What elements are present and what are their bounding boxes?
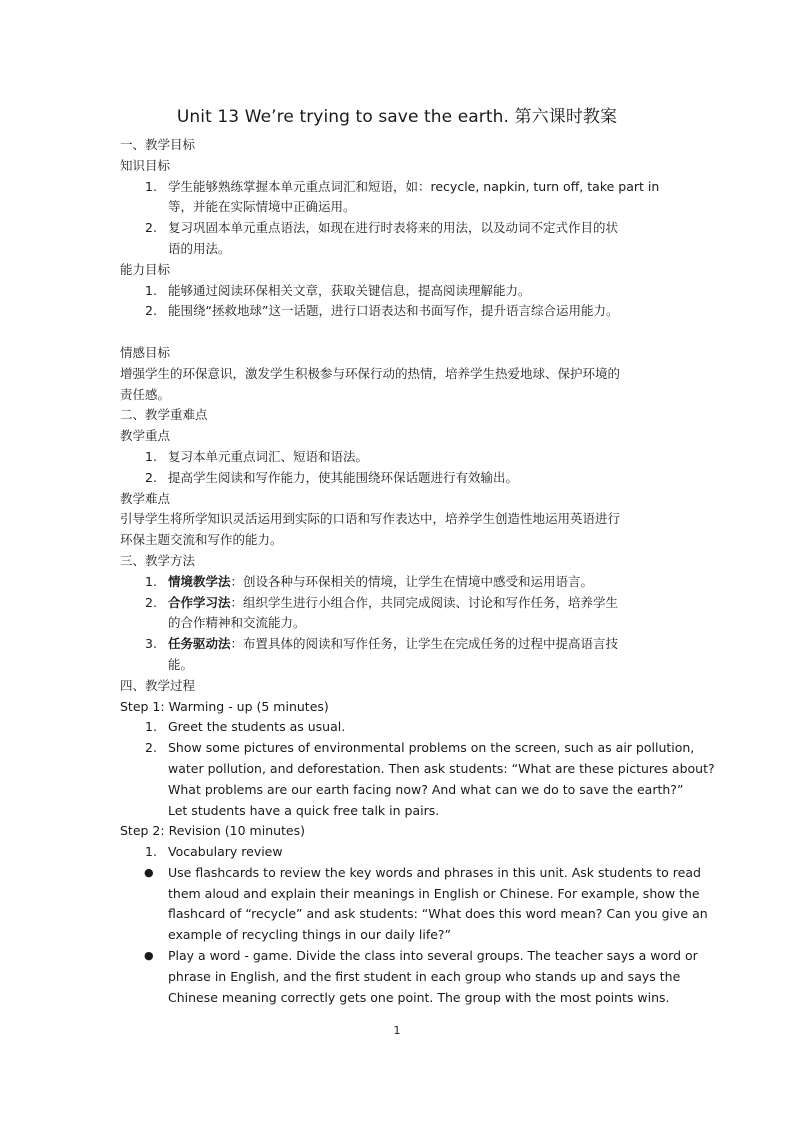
item-text: example of recycling things in our daily life?” [168,927,452,943]
subheading-knowledge: 知识目标 [120,157,171,173]
section-heading-methods: 三、教学方法 [120,552,196,568]
method-name: 合作学习法 [168,594,231,610]
item-text: Show some pictures of environmental problems on the screen, such as air pollution, [168,740,695,756]
item-number: 1. [145,178,157,194]
item-text: ：布置具体的阅读和写作任务，让学生在完成任务的过程中提高语言技 [230,636,619,652]
bullet-icon: ● [144,949,154,963]
item-text: 语的用法。 [168,240,231,256]
method-name: 任务驱动法 [168,636,231,652]
item-number: 1. [145,448,157,464]
item-text: 复习巩固本单元重点语法，如现在进行时表将来的用法，以及动词不定式作目的状 [168,220,619,236]
item-number: 1. [145,719,157,735]
page-number: 1 [393,1024,401,1037]
item-text: Chinese meaning correctly gets one point. The group with the most points wins. [168,989,670,1005]
list-item [120,572,680,593]
item-number: 1. [145,282,157,298]
item-text: ：组织学生进行小组合作，共同完成阅读、讨论和写作任务，培养学生 [230,594,619,610]
item-text: 能围绕“拯救地球”这一话题，进行口语表达和书面写作，提升语言综合运用能力。 [168,303,619,319]
list-item [120,738,715,821]
list-item [120,634,680,676]
paragraph-text: 增强学生的环保意识，激发学生积极参与环保行动的热情，培养学生热爱地球、保护环境的 [120,365,621,381]
item-text: Use flashcards to review the key words and phrases in this unit. Ask students to read [168,864,701,880]
item-number: 1. [145,844,157,860]
list-item [120,177,680,219]
bullet-icon: ● [144,865,154,879]
document-title: Unit 13 We’re trying to save the earth. 第六课时教案 [176,107,618,127]
item-text: flashcard of “recycle” and ask students: “What does this word mean? Can you give an [168,906,708,922]
item-text: them aloud and explain their meanings in English or Chinese. For example, show the [168,885,700,901]
item-text: 等，并能在实际情境中正确运用。 [168,199,356,215]
list-item [120,301,680,322]
item-number: 2. [145,594,157,610]
subheading-emotion: 情感目标 [120,344,171,360]
method-name: 情境教学法 [168,573,231,589]
blank-line [120,322,680,343]
item-text: 的合作精神和交流能力。 [168,615,306,631]
item-text: Vocabulary review [168,844,283,860]
step-heading: Step 2: Revision (10 minutes) [120,823,306,839]
item-text: Greet the students as usual. [168,719,346,735]
item-text: Let students have a quick free talk in pairs. [168,802,440,818]
subheading-key: 教学重点 [120,428,171,444]
item-number: 2. [145,740,157,756]
list-item [120,468,680,489]
item-text: 复习本单元重点词汇、短语和语法。 [168,448,369,464]
item-number: 2. [145,303,157,319]
item-number: 2. [145,220,157,236]
list-item [120,593,680,635]
subheading-difficult: 教学难点 [120,490,171,506]
item-text: phrase in English, and the first student in each group who stands up and says the [168,968,681,984]
section-heading-key-points: 二、教学重难点 [120,407,208,423]
item-text: 学生能够熟练掌握本单元重点词汇和短语，如：recycle, napkin, turn off, take part in [168,178,660,194]
item-text: 能。 [168,656,194,672]
item-text: ：创设各种与环保相关的情境，让学生在情境中感受和运用语言。 [230,573,594,589]
item-number: 1. [145,573,157,589]
paragraph-text: 环保主题交流和写作的能力。 [120,532,283,548]
section-heading-objectives: 一、教学目标 [120,137,196,152]
paragraph-text: 责任感。 [120,386,171,402]
document-body [120,135,715,1008]
item-text: Play a word - game. Divide the class into several groups. The teacher says a word or [168,948,698,964]
item-text: 能够通过阅读环保相关文章，获取关键信息，提高阅读理解能力。 [168,282,531,298]
step-heading: Step 1: Warming - up (5 minutes) [120,698,329,714]
list-item [120,717,680,738]
item-text: 提高学生阅读和写作能力，使其能围绕环保话题进行有效输出。 [168,469,519,485]
list-item [120,281,680,302]
item-number: 3. [145,636,157,652]
list-item [120,842,680,863]
list-item [120,218,680,260]
bullet-item [120,946,698,1008]
item-number: 2. [145,469,157,485]
paragraph-text: 引导学生将所学知识灵活运用到实际的口语和写作表达中，培养学生创造性地运用英语进行 [120,511,621,527]
subheading-ability: 能力目标 [120,261,171,277]
item-text: water pollution, and deforestation. Then ask students: “What are these pictures about? [168,760,715,776]
section-heading-process: 四、教学过程 [120,677,196,693]
bullet-item [120,863,708,946]
list-item [120,447,680,468]
item-text: What problems are our earth facing now? And what can we do to save the earth?” [168,781,684,797]
